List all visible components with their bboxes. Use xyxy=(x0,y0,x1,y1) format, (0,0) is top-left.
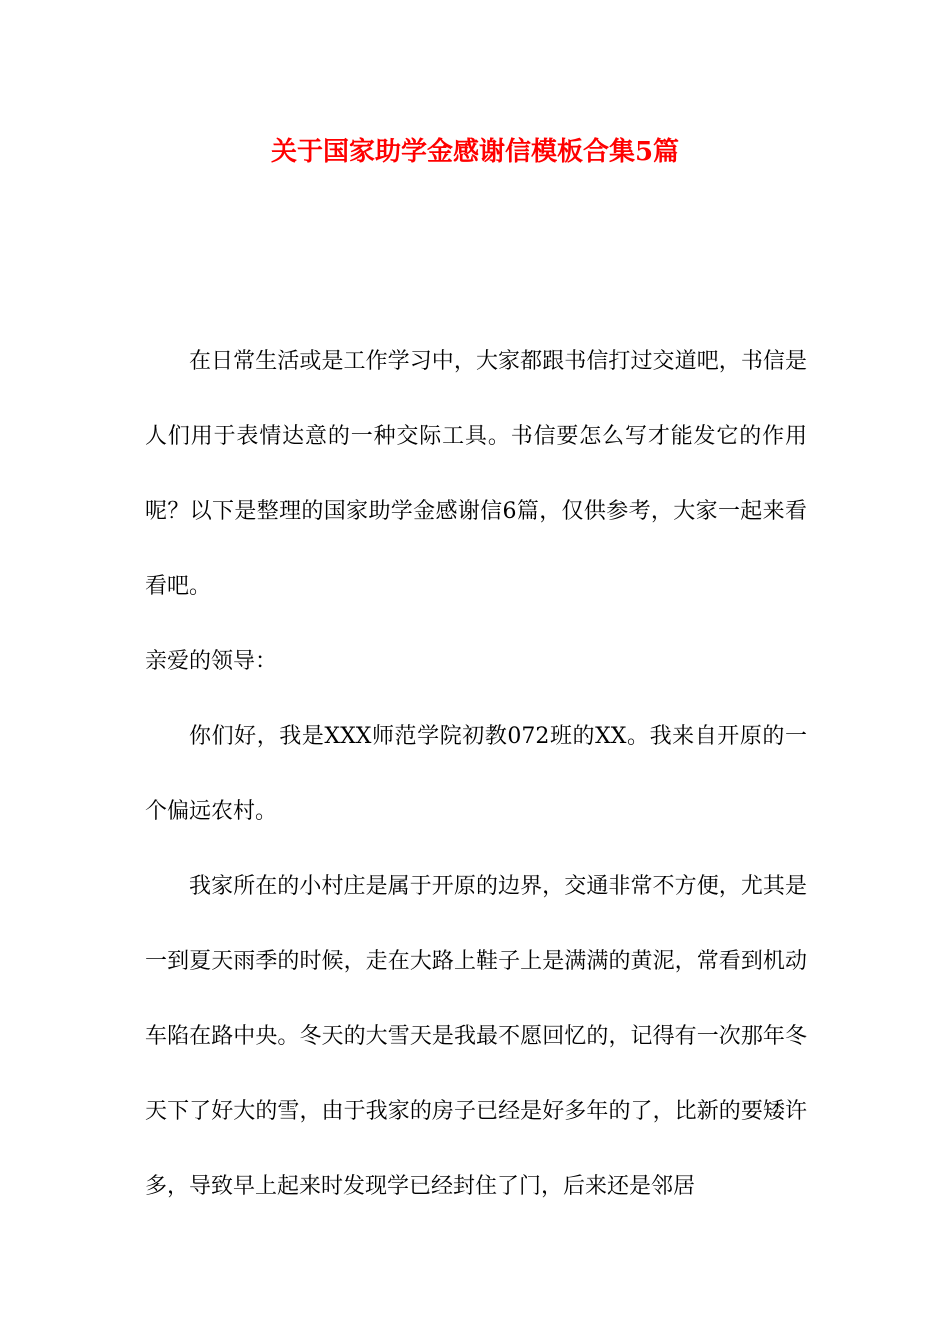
intro-paragraph: 在日常生活或是工作学习中，大家都跟书信打过交道吧，书信是人们用于表情达意的一种交际工具。书信要怎么写才能发它的作用呢？以下是整理的国家助学金感谢信6篇，仅供参考，大家一起来看看吧。 xyxy=(145,349,807,599)
document-title: 关于国家助学金感谢信模板合集5篇 xyxy=(270,137,680,167)
salutation: 亲爱的领导： xyxy=(145,649,278,674)
greeting-paragraph: 你们好，我是XXX师范学院初教072班的XX。我来自开原的一个偏远农村。 xyxy=(145,724,807,824)
document-body xyxy=(145,324,807,1224)
background-paragraph: 我家所在的小村庄是属于开原的边界，交通非常不方便，尤其是一到夏天雨季的时候，走在大路上鞋子上是满满的黄泥，常看到机动车陷在路中央。冬天的大雪天是我最不愿回忆的，记得有一次那年冬天下了好大的雪，由于我家的房子已经是好多年的了，比新的要矮许多，导致早上起来时发现学已经封住了门，后来还是邻居 xyxy=(145,874,807,1199)
